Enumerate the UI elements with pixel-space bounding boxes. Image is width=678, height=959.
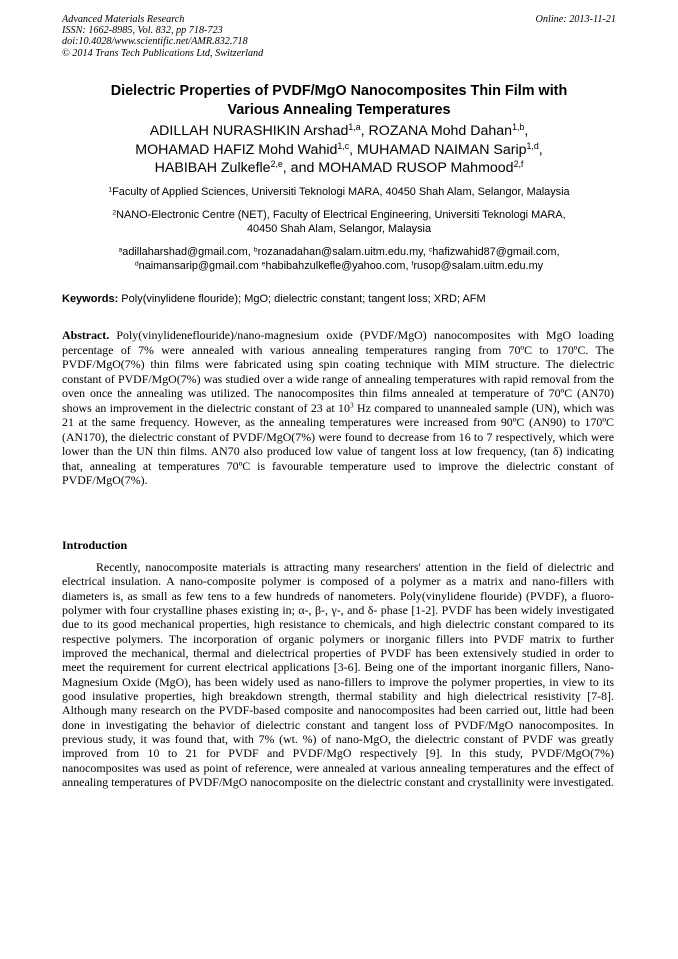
email-address[interactable]: adillaharshad@gmail.com, bbox=[122, 246, 254, 258]
introduction-text: Recently, nanocomposite materials is attracting many researchers' attention in the field of dielectric and electrical insulation. A nano-composite polymer is composed of a polymer as a matrix and nano-fillers with diameters is, as small as few tens to a few hundreds of nanometers. Poly(vinylidene flouride) (PVDF), a fluoro-polymer with four crystalline phases existing in; α-, β-, γ-, and δ- phase [1-2]. PVDF has been widely investigated due to its good mechanical properties, high resistance to chemicals, and high dielectric constant compared to its respective polymers. The incorporation of organic polymers or inorganic fillers into PVDF matrix to further improved the mechanical, thermal and dielectrical properties of PVDF has been extensively studied in order to meet the requirement for current electrical applications [3-6]. Being one of the important inorganic fillers, Nano-Magnesium Oxide (MgO), has been widely used as nano-fillers to improve the polymer properties, in view to its good insulative properties, high breakdown strength, thermal stability and high dielectrical resistivity [7-8]. Although many research on the PVDF-based composite and nanocomposites had been carried out, little had been done in investigating the behavior of dielectric constant and tangent loss of PVDF/MgO nanocomposites. In previous study, it was found that, with 7% (wt. %) of nano-MgO, the dielectric constant of PVDF was greatly improved from 10 to 21 for PVDF and PVDF/MgO respectively [9]. In this study, PVDF/MgO(7%) nanocomposites was used as point of reference, were annealed at various annealing temperatures and the effect of annealing temperatures of PVDF/MgO nanocomposite on the dielectric constant and crystallinity were investigated. bbox=[62, 560, 614, 790]
issn-line: ISSN: 1662-8985, Vol. 832, pp 718-723 bbox=[62, 25, 223, 37]
email-address[interactable]: rusop@salam.uitm.edu.my bbox=[413, 260, 544, 273]
email-address[interactable]: hafizwahid87@gmail.com, bbox=[432, 246, 560, 258]
author bbox=[357, 142, 543, 158]
author-name: MUHAMAD NAIMAN Sarip bbox=[357, 141, 527, 158]
email-address[interactable]: rozanadahan@salam.uitm.edu.my, bbox=[257, 246, 429, 258]
author-affiliation-mark: 1,c bbox=[337, 140, 350, 151]
author-name: HABIBAH Zulkefle bbox=[154, 160, 271, 177]
author-affiliation-mark: 2,f bbox=[513, 159, 524, 170]
journal-header bbox=[62, 14, 616, 59]
doi-line: doi:10.4028/www.scientific.net/AMR.832.718 bbox=[62, 36, 248, 48]
email-address[interactable]: naimansarip@gmail.com bbox=[138, 260, 262, 273]
abstract-label: Abstract. bbox=[62, 328, 110, 342]
author-separator: , bbox=[538, 141, 543, 158]
email-address[interactable]: habibahzulkefle@yahoo.com, bbox=[265, 260, 412, 273]
copyright-line: © 2014 Trans Tech Publications Ltd, Switzerland bbox=[62, 47, 264, 59]
title-line-2: Various Annealing Temperatures bbox=[227, 101, 451, 118]
affiliation-1 bbox=[56, 185, 622, 199]
abstract-text: Poly(vinylideneflouride)/nano-magnesium oxide (PVDF/MgO) nanocomposites with MgO loading percentage of 7% were annealed with various annealing temperatures ranging from 70ºC to 170ºC. The PVDF/MgO(7%) thin films were fabricated using spin coating technique with MIM structure. The dielectric constant of PVDF/MgO(7%) was studied over a wide range of annealing temperatures with rapid removal from the oven once the annealing was utilized. The nanocomposites thin films annealed at temperature of 70ºC (AN70) shows an improvement in the dielectric constant of 23 at 10 bbox=[62, 328, 614, 415]
author bbox=[318, 160, 523, 176]
author bbox=[369, 123, 529, 139]
journal-name: Advanced Materials Research bbox=[62, 14, 185, 25]
keywords bbox=[62, 292, 616, 306]
author bbox=[135, 142, 357, 158]
author-name: ADILLAH NURASHIKIN Arshad bbox=[149, 123, 349, 139]
affiliation-mark: 1 bbox=[108, 186, 113, 194]
author-affiliation-mark: 2,e bbox=[270, 159, 283, 170]
abstract-text: Hz compared to unannealed sample (UN), which was 21 at the same frequency. However, as the annealing temperatures were increased from 90ºC (AN90) to 170ºC (AN170), the dielectric constant of PVDF/MgO(7%) were found to decrease from 16 to 7 respectively, which were lower than the UN thin films. AN70 also produced low value of tangent loss at low frequency, (tan δ) indicating that, annealing at temperatures 70ºC is favourable temperature used to improve the dielectric constant of PVDF/MgO(7%). bbox=[62, 400, 614, 488]
keywords-label: Keywords: bbox=[62, 293, 119, 305]
author-emails bbox=[56, 245, 622, 273]
introduction-paragraph bbox=[62, 560, 614, 790]
author-name: ROZANA Mohd Dahan bbox=[368, 123, 513, 139]
author-separator: , bbox=[524, 123, 529, 139]
author-affiliation-mark: 1,b bbox=[512, 122, 525, 133]
email-mark: b bbox=[253, 246, 258, 254]
affiliation-2 bbox=[56, 208, 622, 236]
author-name: MOHAMAD RUSOP Mahmood bbox=[318, 160, 514, 177]
author-affiliation-mark: 1,d bbox=[526, 140, 539, 151]
email-mark: c bbox=[428, 246, 433, 254]
abstract bbox=[62, 328, 614, 488]
paper-title bbox=[62, 82, 616, 119]
email-mark: d bbox=[134, 260, 139, 268]
email-mark: a bbox=[118, 246, 123, 254]
section-heading-introduction: Introduction bbox=[62, 538, 128, 552]
author-separator: , bbox=[349, 141, 358, 158]
title-line-1: Dielectric Properties of PVDF/MgO Nanocomposites Thin Film with bbox=[110, 83, 568, 99]
author bbox=[155, 160, 319, 176]
email-mark: f bbox=[411, 260, 414, 268]
email-mark: e bbox=[261, 260, 266, 268]
author-name: MOHAMAD HAFIZ Mohd Wahid bbox=[135, 141, 338, 158]
author-separator: , and bbox=[282, 160, 319, 177]
abstract-exponent: 3 bbox=[349, 400, 354, 410]
affiliation-mark: 2 bbox=[112, 209, 117, 217]
online-date: Online: 2013-11-21 bbox=[535, 14, 616, 25]
affiliation-text: NANO-Electronic Centre (NET), Faculty of Electrical Engineering, Universiti Teknologi MARA, bbox=[116, 209, 566, 221]
affiliation-text: Faculty of Applied Sciences, Universiti Teknologi MARA, 40450 Shah Alam, Selangor, Malaysia bbox=[112, 186, 570, 198]
author-list bbox=[62, 122, 616, 178]
author-separator: , bbox=[360, 123, 369, 139]
author bbox=[150, 123, 369, 139]
keywords-text: Poly(vinylidene flouride); MgO; dielectric constant; tangent loss; XRD; AFM bbox=[118, 293, 486, 305]
affiliation-text: 40450 Shah Alam, Selangor, Malaysia bbox=[246, 223, 432, 236]
author-affiliation-mark: 1,a bbox=[348, 122, 361, 133]
